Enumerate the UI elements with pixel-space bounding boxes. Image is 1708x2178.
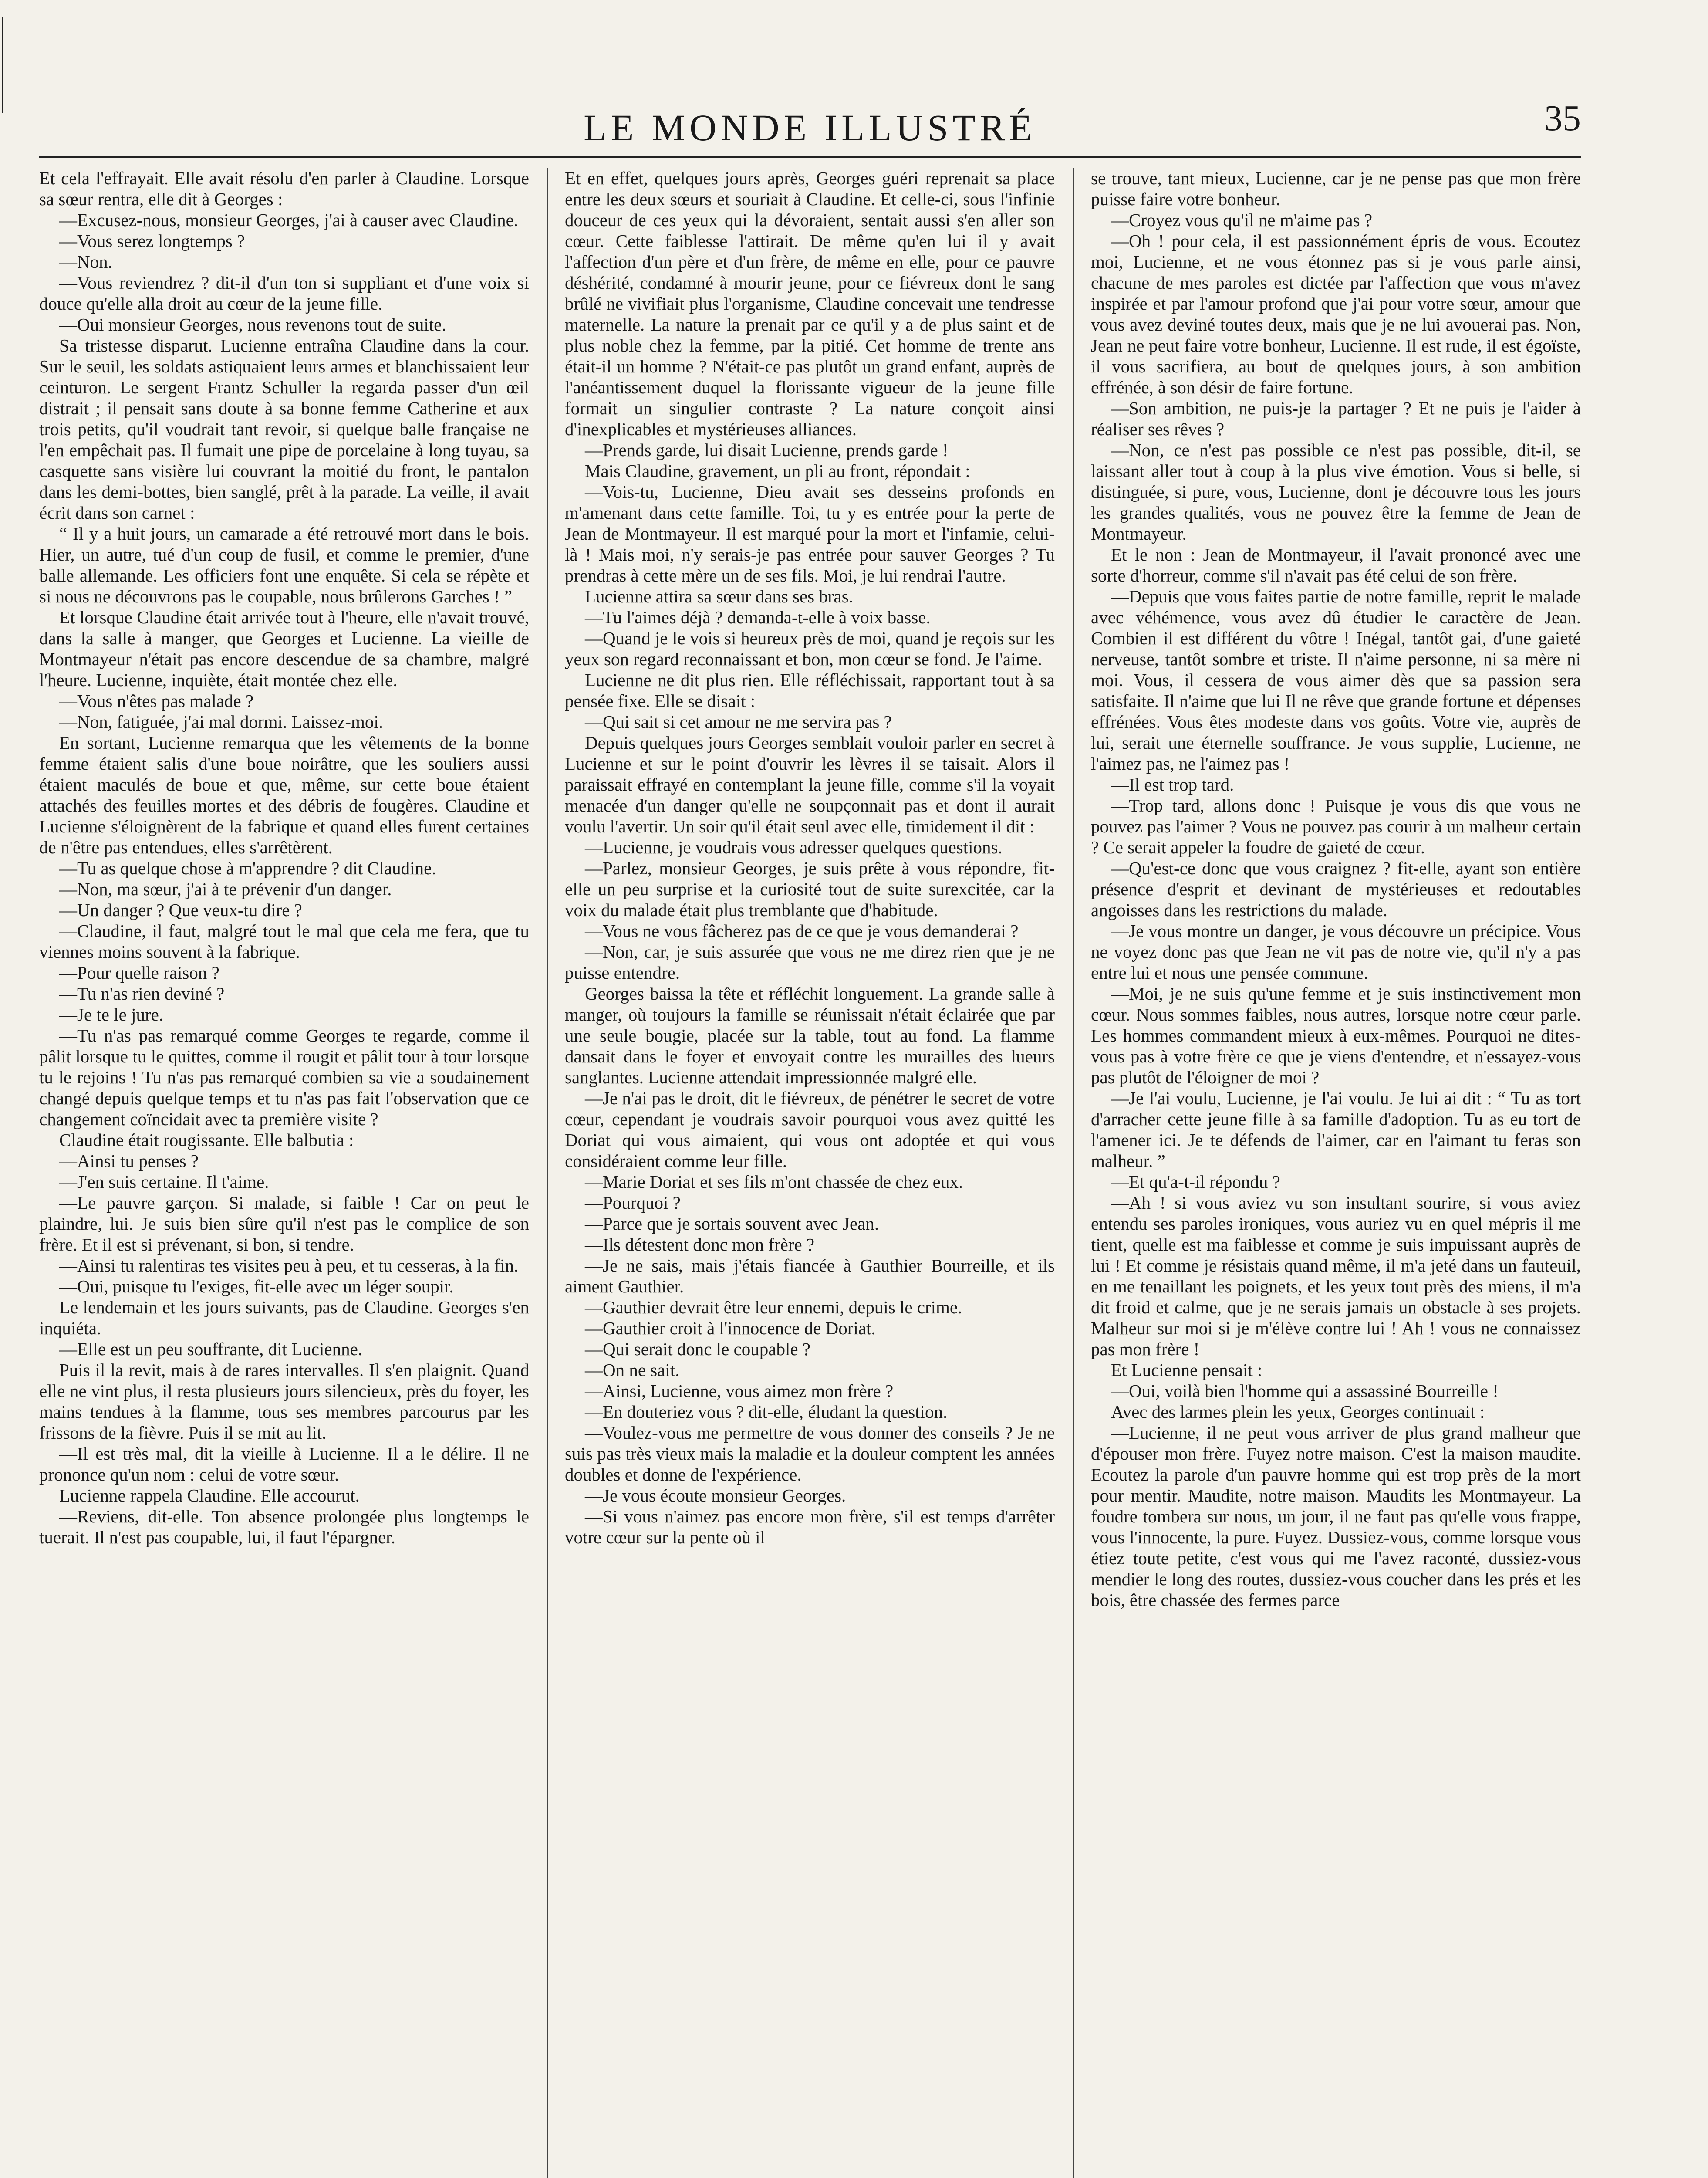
paragraph: —Il est très mal, dit la vieille à Lucienne. Il a le délire. Il ne prononce qu'un nom : celui de votre sœur. [39, 1444, 529, 1485]
paragraph: —Tu n'as rien deviné ? [59, 984, 225, 1004]
paragraph: —Je l'ai voulu, Lucienne, je l'ai voulu. Je lui ai dit : “ Tu as tort d'arracher cette jeune fille à sa famille d'adoption. Tu as eu tort de l'amener ici. Je te défends de l'aimer, car en l'aimant tu feras son malheur. ” [1091, 1088, 1581, 1171]
paragraph: Sa tristesse disparut. Lucienne entraîna Claudine dans la cour. Sur le seuil, les soldats astiquaient leurs armes et blanchissaient leur ceinturon. Le sergent Frantz Schuller la regarda passer d'un œil distrait ; il pensait sans doute à sa bonne femme Catherine et aux trois petits, qu'il voudrait tant revoir, si quelque balle française ne l'en empêchait pas. Il fumait une pipe de porcelaine à long tuyau, sa casquette sans visière lui couvrant la moitié du front, le pantalon dans les demi-bottes, bien sanglé, prêt à la parade. La veille, il avait écrit dans son carnet : [39, 335, 529, 523]
text-column-3 [1091, 168, 1581, 2178]
paragraph: —Tu n'as pas remarqué comme Georges te regarde, comme il pâlit lorsque tu le quittes, comme il rougit et pâlit tour à tour lorsque tu le rejoins ! Tu n'as pas remarqué combien sa vie a soudainement changé depuis quelque temps et tu n'as pas fait l'observation que ce changement coïncidait avec ta première visite ? [39, 1025, 529, 1129]
paragraph: —Oui monsieur Georges, nous revenons tout de suite. [59, 315, 446, 335]
paragraph: En sortant, Lucienne remarqua que les vêtements de la bonne femme étaient salis d'une boue noirâtre, que les souliers aussi étaient maculés de boue et que, même, sur cette boue étaient attachés des feuilles mortes et des débris de fougères. Claudine et Lucienne s'éloignèrent de la fabrique et quand elles furent certaines de n'être pas entendues, elles s'arrêtèrent. [39, 733, 529, 857]
paragraph: se trouve, tant mieux, Lucienne, car je ne pense pas que mon frère puisse faire votre bonheur. [1091, 168, 1581, 209]
paragraph: —Depuis que vous faites partie de notre famille, reprit le malade avec véhémence, vous avez dû étudier le caractère de Jean. Combien il est différent du vôtre ! Inégal, tantôt gai, d'une gaieté nerveuse, tantôt sombre et triste. Il n'aime personne, ni sa mère ni moi. Vous, il cessera de vous aimer dès que sa passion sera satisfaite. Il n'aime que lui Il ne rêve que grande fortune et dépenses effrénées. Vous êtes modeste dans vos goûts. Votre vie, auprès de lui, serait une éternelle souffrance. Je vous supplie, Lucienne, ne l'aimez pas, ne l'aimez pas ! [1091, 586, 1581, 774]
paragraph: —Croyez vous qu'il ne m'aime pas ? [1111, 210, 1373, 230]
paragraph: —Gauthier devrait être leur ennemi, depuis le crime. [585, 1297, 962, 1317]
paragraph: —Vous serez longtemps ? [59, 231, 245, 251]
paragraph: —Lucienne, je voudrais vous adresser quelques questions. [585, 837, 1003, 857]
paragraph: Et en effet, quelques jours après, Georges guéri reprenait sa place entre les deux sœurs et souriait à Claudine. Et celle-ci, sous l'infinie douceur de ces yeux qui la dévoraient, sentait aussi s'en aller son cœur. Cette faiblesse l'attirait. De même qu'en lui il y avait l'affection d'un père et d'un frère, de même en elle, pour ce pauvre déshérité, condamné à mourir jeune, pour ce fiévreux dont le sang brûlé ne vivifiait plus l'organisme, Claudine concevait une tendresse maternelle. La nature la prenait par ce qu'il y a de plus saint et de plus noble chez la femme, par la pitié. Cet homme de trente ans était-il un homme ? N'était-ce pas plutôt un grand enfant, auprès de l'anéantissement duquel la florissante vigueur de la jeune fille formait un singulier contraste ? La nature conçoit ainsi d'inexplicables et mystérieuses alliances. [565, 168, 1055, 439]
paragraph: —Ainsi tu penses ? [59, 1151, 199, 1171]
paragraph: —Vous ne vous fâcherez pas de ce que je vous demanderai ? [585, 921, 1019, 941]
paragraph: —Parce que je sortais souvent avec Jean. [585, 1214, 879, 1234]
paragraph: —Il est trop tard. [1111, 774, 1234, 795]
paragraph: —Non, ce n'est pas possible ce n'est pas possible, dit-il, se laissant aller tout à coup à la plus vive émotion. Vous si belle, si distinguée, si pure, vous, Lucienne, dont je découvre tous les jours les grandes qualités, vous ne pouvez être la femme de Jean de Montmayeur. [1091, 440, 1581, 544]
paragraph: Puis il la revit, mais à de rares intervalles. Il s'en plaignit. Quand elle ne vint plus, il resta plusieurs jours silencieux, près du foyer, les mains tendues à la flamme, tous ses membres parcourus par les frissons de la fièvre. Puis il se mit au lit. [39, 1360, 529, 1443]
paragraph: Lucienne rappela Claudine. Elle accourut. [59, 1485, 360, 1505]
paragraph: —Oui, puisque tu l'exiges, fit-elle avec un léger soupir. [59, 1276, 454, 1296]
paragraph: —Et qu'a-t-il répondu ? [1111, 1172, 1280, 1192]
paragraph: Avec des larmes plein les yeux, Georges continuait : [1111, 1402, 1485, 1422]
page-header [39, 87, 1581, 157]
paragraph: —Tu as quelque chose à m'apprendre ? dit Claudine. [59, 858, 436, 878]
paragraph: —Oui, voilà bien l'homme qui a assassiné Bourreille ! [1111, 1381, 1499, 1401]
paragraph: —Ainsi, Lucienne, vous aimez mon frère ? [585, 1381, 894, 1401]
paragraph: —Moi, je ne suis qu'une femme et je suis instinctivement mon cœur. Nous sommes faibles, nous autres, lorsque notre cœur parle. Les hommes commandent mieux à eux-mêmes. Pourquoi ne dites-vous pas à votre frère ce que je viens d'entendre, et n'essayez-vous pas plutôt de l'éloigner de moi ? [1091, 984, 1581, 1087]
paragraph: —Parlez, monsieur Georges, je suis prête à vous répondre, fit-elle un peu surprise et la curiosité tout de suite surexcitée, car la voix du malade était plus tremblante que d'habitude. [565, 858, 1055, 920]
paragraph: Mais Claudine, gravement, un pli au front, répondait : [585, 461, 970, 481]
paragraph: —Qu'est-ce donc que vous craignez ? fit-elle, ayant son entière présence d'esprit et devinant de mystérieuses et redoutables angoisses dans les restrictions du malade. [1091, 858, 1581, 920]
paragraph: —Vois-tu, Lucienne, Dieu avait ses desseins profonds en m'amenant dans cette famille. Toi, tu y es entrée pour la perte de Jean de Montmayeur. Il est marqué pour la mort et l'infamie, celui-là ! Mais moi, n'y serais-je pas entrée pour sauver Georges ? Tu prendras à cette mère un de ses fils. Moi, je lui rendrai l'autre. [565, 482, 1055, 585]
page-number: 35 [1544, 98, 1581, 139]
paragraph: —On ne sait. [585, 1360, 680, 1380]
paragraph: —Qui sait si cet amour ne me servira pas ? [585, 712, 892, 732]
paragraph: —Le pauvre garçon. Si malade, si faible ! Car on peut le plaindre, lui. Je suis bien sûre qu'il n'est pas le complice de son frère. Et il est si prévenant, si bon, si tendre. [39, 1193, 529, 1255]
paragraph: —Non, ma sœur, j'ai à te prévenir d'un danger. [59, 879, 392, 899]
paragraph: Lucienne attira sa sœur dans ses bras. [585, 586, 853, 606]
paragraph: Georges baissa la tête et réfléchit longuement. La grande salle à manger, où toujours la famille se réunissait n'était éclairée que par une seule bougie, placée sur la table, tout au fond. La flamme dansait dans le foyer et envoyait contre les murailles des lueurs sanglantes. Lucienne attendait impressionnée malgré elle. [565, 984, 1055, 1087]
paragraph: —Excusez-nous, monsieur Georges, j'ai à causer avec Claudine. [59, 210, 519, 230]
binding-margin-mark [0, 0, 5, 131]
paragraph: —Son ambition, ne puis-je la partager ? Et ne puis je l'aider à réaliser ses rêves ? [1091, 398, 1581, 439]
paragraph: —Quand je le vois si heureux près de moi, quand je reçois sur les yeux son regard reconnaissant et bon, mon cœur se fond. Je l'aime. [565, 628, 1055, 669]
paragraph: —Gauthier croit à l'innocence de Doriat. [585, 1318, 876, 1338]
paragraph: —Voulez-vous me permettre de vous donner des conseils ? Je ne suis pas très vieux mais la maladie et la douleur comptent les années doubles et donne de l'expérience. [565, 1423, 1055, 1485]
header-rule [39, 156, 1581, 158]
paragraph: Et lorsque Claudine était arrivée tout à l'heure, elle n'avait trouvé, dans la salle à manger, que Georges et Lucienne. La vieille de Montmayeur n'était pas encore descendue de sa chambre, malgré l'heure. Lucienne, inquiète, était montée chez elle. [39, 607, 529, 690]
column-divider [1073, 168, 1074, 2178]
text-column-2 [565, 168, 1055, 2178]
column-divider [547, 168, 548, 2178]
paragraph: —Claudine, il faut, malgré tout le mal que cela me fera, que tu viennes moins souvent à la fabrique. [39, 921, 529, 962]
paragraph: —Je ne sais, mais j'étais fiancée à Gauthier Bourreille, et ils aiment Gauthier. [565, 1255, 1055, 1296]
paragraph: —Pour quelle raison ? [59, 963, 219, 983]
paragraph: —Pourquoi ? [585, 1193, 681, 1213]
paragraph: —Reviens, dit-elle. Ton absence prolongée plus longtemps le tuerait. Il n'est pas coupable, lui, il faut l'épargner. [39, 1506, 529, 1547]
paragraph: —En douteriez vous ? dit-elle, éludant la question. [585, 1402, 948, 1422]
article-body [39, 168, 1581, 2178]
text-column-1 [39, 168, 529, 2178]
paragraph: —Elle est un peu souffrante, dit Lucienne. [59, 1339, 363, 1359]
paragraph: —Vous reviendrez ? dit-il d'un ton si suppliant et d'une voix si douce qu'elle alla droit au cœur de la jeune fille. [39, 273, 529, 314]
paragraph: —Non. [59, 252, 112, 272]
paragraph: —Ils détestent donc mon frère ? [585, 1234, 815, 1255]
paragraph: —Trop tard, allons donc ! Puisque je vous dis que vous ne pouvez pas l'aimer ? Vous ne pouvez pas courir à un malheur certain ? Ce serait appeler la foudre de gaieté de cœur. [1091, 795, 1581, 857]
paragraph: Et cela l'effrayait. Elle avait résolu d'en parler à Claudine. Lorsque sa sœur rentra, elle dit à Georges : [39, 168, 529, 209]
paragraph: —Je vous écoute monsieur Georges. [585, 1485, 846, 1505]
paragraph: —Ainsi tu ralentiras tes visites peu à peu, et tu cesseras, à la fin. [59, 1255, 519, 1275]
masthead-title: LE MONDE ILLUSTRÉ [584, 107, 1036, 149]
paragraph: —Si vous n'aimez pas encore mon frère, s'il est temps d'arrêter votre cœur sur la pente où il [565, 1506, 1055, 1547]
paragraph: —Lucienne, il ne peut vous arriver de plus grand malheur que d'épouser mon frère. Fuyez notre maison. C'est la maison maudite. Ecoutez la parole d'un pauvre homme qui est trop près de la mort pour mentir. Maudite, notre maison. Maudits les Montmayeur. La foudre tombera sur nous, un jour, il ne faut pas qu'elle vous frappe, vous l'innocente, la pure. Fuyez. Dussiez-vous, comme lorsque vous étiez toute petite, c'est vous qui me l'avez raconté, dussiez-vous mendier le long des routes, dussiez-vous coucher dans les prés et les bois, être chassée des fermes parce [1091, 1423, 1581, 1610]
paragraph: —Non, fatiguée, j'ai mal dormi. Laissez-moi. [59, 712, 384, 732]
paragraph: Lucienne ne dit plus rien. Elle réfléchissait, rapportant tout à sa pensée fixe. Elle se disait : [565, 670, 1055, 711]
paragraph: —Je vous montre un danger, je vous découvre un précipice. Vous ne voyez donc pas que Jean ne vit pas de notre vie, qu'il n'y a pas entre lui et nous une pensée commune. [1091, 921, 1581, 983]
paragraph: —Un danger ? Que veux-tu dire ? [59, 900, 302, 920]
paragraph: —Ah ! si vous aviez vu son insultant sourire, si vous aviez entendu ses paroles ironiques, vous auriez vu en quel mépris il me tient, quelle est ma faiblesse et comme je suis impuissant auprès de lui ! Et comme je résistais quand même, il m'a jeté dans un fauteuil, en me tenaillant les poignets, et les yeux tout près des miens, il m'a dit froid et calme, que je ne serais jamais un obstacle à ses projets. Malheur sur moi si je m'élève contre lui ! Ah ! vous ne connaissez pas mon frère ! [1091, 1193, 1581, 1359]
paragraph: —Non, car, je suis assurée que vous ne me direz rien que je ne puisse entendre. [565, 942, 1055, 983]
paragraph: —Je n'ai pas le droit, dit le fiévreux, de pénétrer le secret de votre cœur, cependant je voudrais savoir pourquoi vous avez quitté les Doriat qui vous aimaient, qui vous ont adoptée et qui vous considéraient comme leur fille. [565, 1088, 1055, 1171]
paragraph: —Marie Doriat et ses fils m'ont chassée de chez eux. [585, 1172, 963, 1192]
paragraph: —Qui serait donc le coupable ? [585, 1339, 811, 1359]
paragraph: —Oh ! pour cela, il est passionnément épris de vous. Ecoutez moi, Lucienne, et ne vous étonnez pas si je vous parle ainsi, chacune de mes paroles est dictée par l'affection que vous m'avez inspirée et par l'amour profond que j'ai pour votre sœur, amour que vous avez deviné toutes deux, mais que je ne lui avouerai pas. Non, Jean ne peut faire votre bonheur, Lucienne. Il est rude, il est égoïste, il vous sacrifiera, au bout de quelques jours, à son ambition effrénée, à son désir de faire fortune. [1091, 231, 1581, 397]
paragraph: Et Lucienne pensait : [1111, 1360, 1262, 1380]
paragraph: Et le non : Jean de Montmayeur, il l'avait prononcé avec une sorte d'horreur, comme s'il n'avait pas été celui de son frère. [1091, 544, 1581, 585]
paragraph: —Prends garde, lui disait Lucienne, prends garde ! [585, 440, 949, 460]
paragraph: —Vous n'êtes pas malade ? [59, 691, 254, 711]
paragraph: —J'en suis certaine. Il t'aime. [59, 1172, 269, 1192]
paragraph: “ Il y a huit jours, un camarade a été retrouvé mort dans le bois. Hier, un autre, tué d'un coup de fusil, et comme le premier, d'une balle allemande. Les officiers font une enquête. Si cela se répète et si nous ne découvrons pas le coupable, nous brûlerons Garches ! ” [39, 524, 529, 606]
paragraph: —Je te le jure. [59, 1004, 164, 1025]
paragraph: Le lendemain et les jours suivants, pas de Claudine. Georges s'en inquiéta. [39, 1297, 529, 1338]
paragraph: —Tu l'aimes déjà ? demanda-t-elle à voix basse. [585, 607, 931, 627]
paragraph: Claudine était rougissante. Elle balbutia : [59, 1130, 354, 1150]
paragraph: Depuis quelques jours Georges semblait vouloir parler en secret à Lucienne et sur le point d'ouvrir les lèvres il se taisait. Alors il paraissait effrayé en contemplant la jeune fille, comme s'il la voyait menacée d'un danger qu'elle ne soupçonnait pas et dont il aurait voulu l'avertir. Un soir qu'il était seul avec elle, timidement il dit : [565, 733, 1055, 836]
